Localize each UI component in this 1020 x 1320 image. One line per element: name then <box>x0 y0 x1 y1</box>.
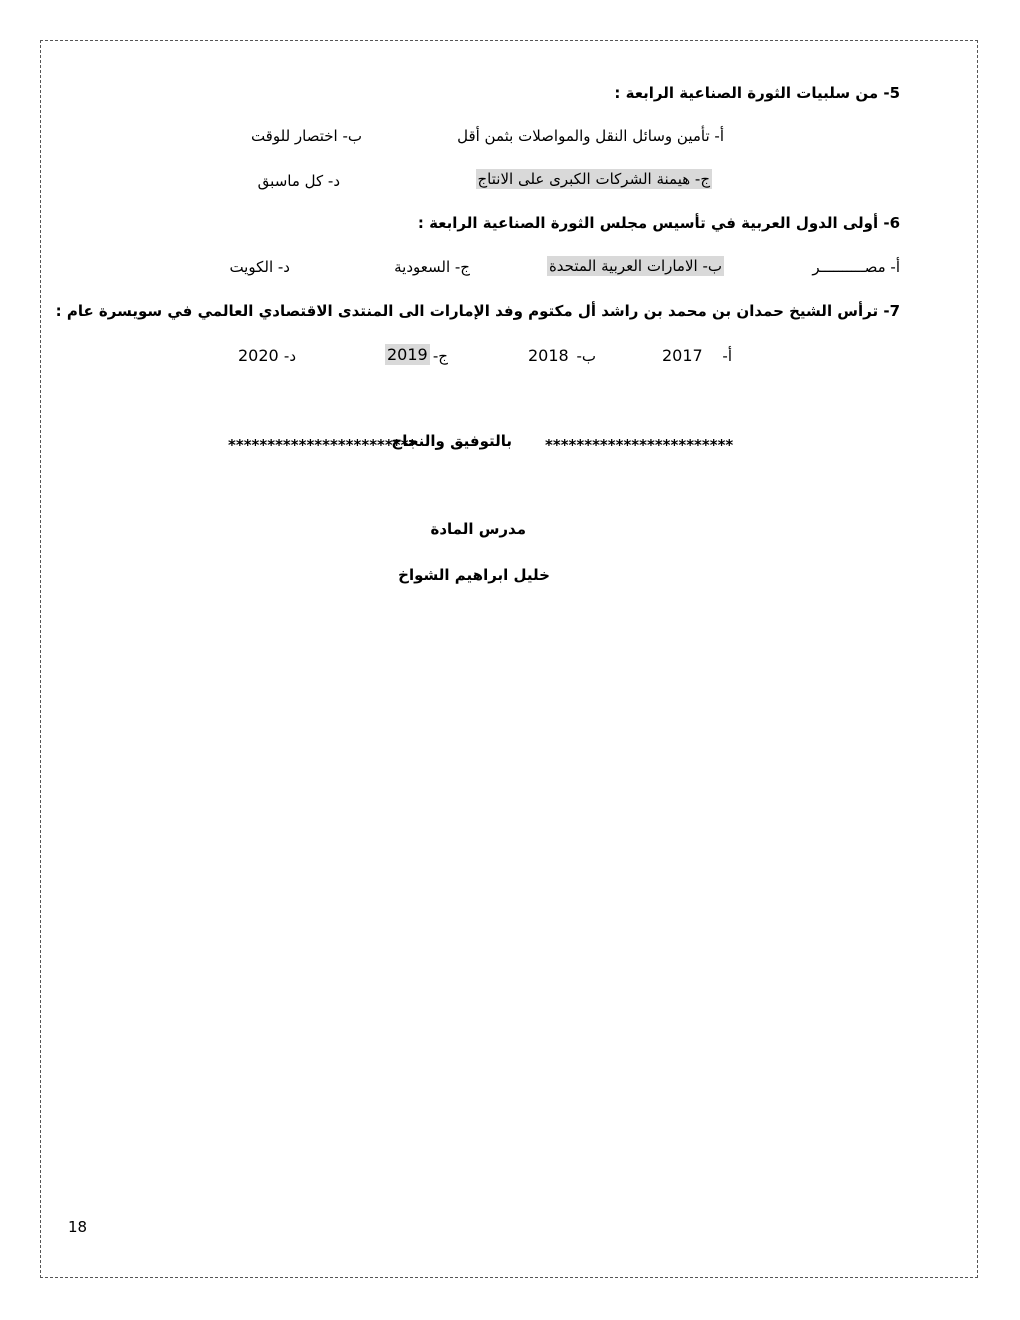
question-7-option-c-highlight: 2019 <box>387 345 428 364</box>
question-7-option-a-prefix: أ- <box>722 347 732 365</box>
question-7-option-d-prefix: د- <box>283 347 296 365</box>
question-6-option-d: د- الكويت <box>229 258 290 276</box>
page-number: 18 <box>68 1218 88 1236</box>
question-5-option-d: د- كل ماسبق <box>257 172 340 190</box>
question-6-option-b-highlight: ب- الامارات العربية المتحدة <box>548 257 722 275</box>
teacher-role: مدرس المادة <box>430 520 526 538</box>
question-7-option-b-prefix: ب- <box>576 347 596 365</box>
question-5-title: 5- من سلبيات الثورة الصناعية الرابعة : <box>614 84 900 102</box>
question-7-option-c-value <box>385 345 430 364</box>
question-6-option-a: أ- مصــــــــــر <box>812 258 900 276</box>
question-7-option-a-value: 2017 <box>662 346 703 365</box>
question-7-option-d-value: 2020 <box>238 346 279 365</box>
question-6-option-b <box>547 257 724 275</box>
question-7-option-b-value: 2018 <box>528 346 569 365</box>
question-6-title: 6- أولى الدول العربية في تأسيس مجلس الثورة الصناعية الرابعة : <box>417 214 900 232</box>
question-5-option-b: ب- اختصار للوقت <box>250 127 362 145</box>
question-6-option-c: ج- السعودية <box>394 258 470 276</box>
closing-wish: بالتوفيق والنجاح <box>391 432 512 450</box>
question-7-option-c-prefix: ج- <box>432 347 448 365</box>
question-5-option-c-highlight: ج- هيمنة الشركات الكبرى على الانتاج <box>477 170 710 188</box>
question-7-title: 7- ترأس الشيخ حمدان بن محمد بن راشد أل مكتوم وفد الإمارات الى المنتدى الاقتصادي العالمي في سويسرة عام : <box>55 302 900 320</box>
question-5-option-a: أ- تأمين وسائل النقل والمواصلات بثمن أقل <box>457 127 724 145</box>
question-5-option-c <box>476 170 713 188</box>
closing-stars-right: ************************ <box>545 436 734 454</box>
closing-stars-left: ************************ <box>228 436 417 454</box>
teacher-name: خليل ابراهيم الشواخ <box>398 566 550 584</box>
